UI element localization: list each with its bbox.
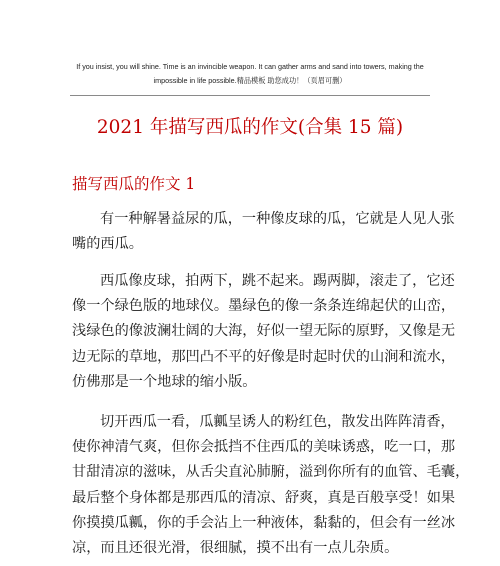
paragraph-2 xyxy=(72,269,456,395)
paragraph-line: 浅绿色的像波澜壮阔的大海，好似一望无际的原野，又像是无 xyxy=(72,323,456,340)
paragraph-line: 边无际的草地，那凹凸不平的好像是时起时伏的山涧和流水， xyxy=(72,348,456,365)
paragraph-line: 切开西瓜一看，瓜瓤呈诱人的粉红色，散发出阵阵清香， xyxy=(100,414,455,430)
paragraph-line: 像一个绿色版的地球仪。墨绿色的像一条条连绵起伏的山峦， xyxy=(72,298,456,315)
paragraph-line: 嘴的西瓜。 xyxy=(72,236,143,253)
paragraph-line: 甘甜清凉的滋味，从舌尖直沁肺腑，溢到你所有的血管、毛囊， xyxy=(72,464,470,481)
paragraph-3 xyxy=(72,410,470,561)
header-line-2: impossible in life possible.精品模板 助您成功！（页眉可删） xyxy=(153,76,347,85)
section-heading: 描写西瓜的作文 1 xyxy=(72,175,196,193)
paragraph-line: 西瓜像皮球，拍两下，跳不起来。踢两脚，滚走了，它还 xyxy=(100,273,455,289)
document-title: 2021 年描写西瓜的作文(合集 15 篇) xyxy=(96,117,404,138)
paragraph-line: 仿佛那是一个地球的缩小版。 xyxy=(72,373,257,390)
paragraph-line: 你摸摸瓜瓤，你的手会沾上一种液体，黏黏的，但会有一丝冰 xyxy=(72,514,456,531)
paragraph-line: 最后整个身体都是那西瓜的清凉、舒爽，真是百般享受！如果 xyxy=(72,489,456,506)
header-line-1: If you insist, you will shine. Time is an invincible weapon. It can gather arms and sand into towers, making the xyxy=(76,62,424,71)
paragraph-line: 使你神清气爽，但你会抵挡不住西瓜的美味诱惑，吃一口，那 xyxy=(72,439,456,456)
page-header xyxy=(70,60,430,88)
paragraph-line: 凉，而且还很光滑，很细腻，摸不出有一点儿杂质。 xyxy=(72,540,399,557)
paragraph-line: 有一种解暑益尿的瓜，一种像皮球的瓜，它就是人见人张 xyxy=(100,211,455,227)
paragraph-1 xyxy=(72,207,455,257)
header-divider xyxy=(70,95,430,96)
